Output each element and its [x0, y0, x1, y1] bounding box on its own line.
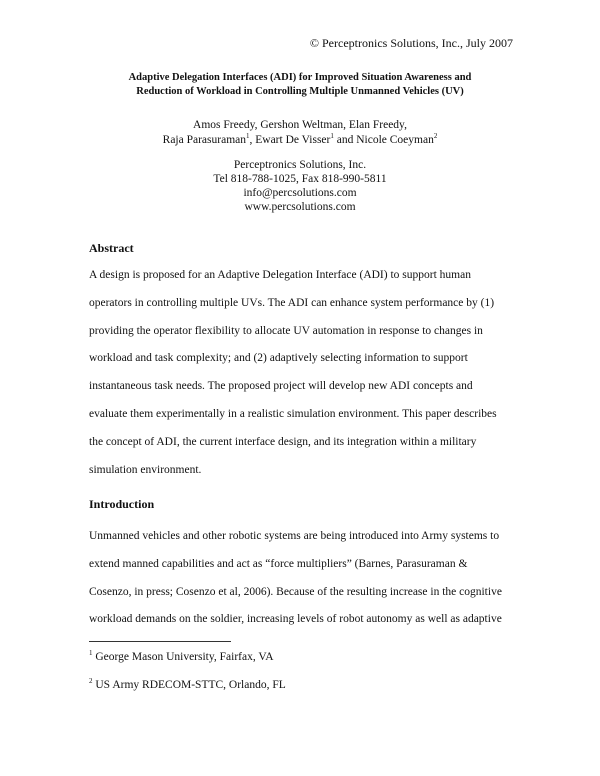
footnote-2: [89, 679, 286, 691]
text-line: A design is proposed for an Adaptive Delegation Interface (ADI) to support human: [89, 269, 471, 281]
text-line: operators in controlling multiple UVs. The ADI can enhance system performance by (1): [89, 296, 495, 309]
footnote-divider: [89, 641, 231, 642]
affiliation-block: [60, 158, 540, 214]
text-line: providing the operator flexibility to allocate UV automation in response to changes in: [89, 324, 483, 337]
text-line: instantaneous task needs. The proposed project will develop new ADI concepts and: [89, 380, 473, 393]
author-de-visser: , Ewart De Visser: [249, 134, 331, 146]
company-name: Perceptronics Solutions, Inc.: [233, 159, 367, 171]
title-line-1: Adaptive Delegation Interfaces (ADI) for Improved Situation Awareness and: [128, 72, 472, 83]
introduction-body: [89, 523, 519, 634]
footnote-text: US Army RDECOM-STTC, Orlando, FL: [92, 679, 286, 691]
paper-title: [60, 71, 540, 99]
text-line: Cosenzo, in press; Cosenzo et al, 2006). Because of the resulting increase in the cognitive: [89, 585, 502, 598]
author-parasuraman: Raja Parasuraman: [162, 134, 246, 146]
authors-line-1: Amos Freedy, Gershon Weltman, Elan Freedy,: [193, 119, 407, 131]
text-line: extend manned capabilities and act as “force multipliers” (Barnes, Parasuraman &: [89, 557, 468, 570]
author-list: [60, 118, 540, 148]
contact-email: info@percsolutions.com: [243, 187, 357, 199]
abstract-body: [89, 262, 519, 484]
text-line: evaluate them experimentally in a realistic simulation environment. This paper describes: [89, 407, 497, 420]
text-line: simulation environment.: [89, 463, 202, 476]
affiliation-mark: 1: [330, 132, 334, 141]
copyright-notice: © Perceptronics Solutions, Inc., July 2007: [309, 36, 513, 50]
text-line: the concept of ADI, the current interface design, and its integration within a military: [89, 435, 477, 448]
text-line: workload and task complexity; and (2) adaptively selecting information to support: [89, 352, 468, 365]
affiliation-mark: 1: [246, 132, 250, 141]
introduction-heading: Introduction: [89, 497, 155, 511]
footnote-mark: 2: [89, 677, 93, 686]
footnote-mark: 1: [89, 649, 93, 658]
text-line: workload demands on the soldier, increasing levels of robot autonomy as well as adaptive: [89, 613, 502, 626]
footnote-1: [89, 651, 274, 663]
text-line: Unmanned vehicles and other robotic systems are being introduced into Army systems to: [89, 530, 500, 542]
authors-line-2: [60, 133, 540, 148]
contact-phone: Tel 818-788-1025, Fax 818-990-5811: [213, 173, 387, 185]
footnote-text: George Mason University, Fairfax, VA: [92, 651, 274, 663]
title-line-2: Reduction of Workload in Controlling Multiple Unmanned Vehicles (UV): [136, 86, 464, 97]
contact-website: www.percsolutions.com: [244, 201, 356, 213]
abstract-heading: Abstract: [89, 241, 134, 255]
author-coeyman: and Nicole Coeyman: [333, 134, 434, 146]
affiliation-mark: 2: [433, 132, 438, 141]
